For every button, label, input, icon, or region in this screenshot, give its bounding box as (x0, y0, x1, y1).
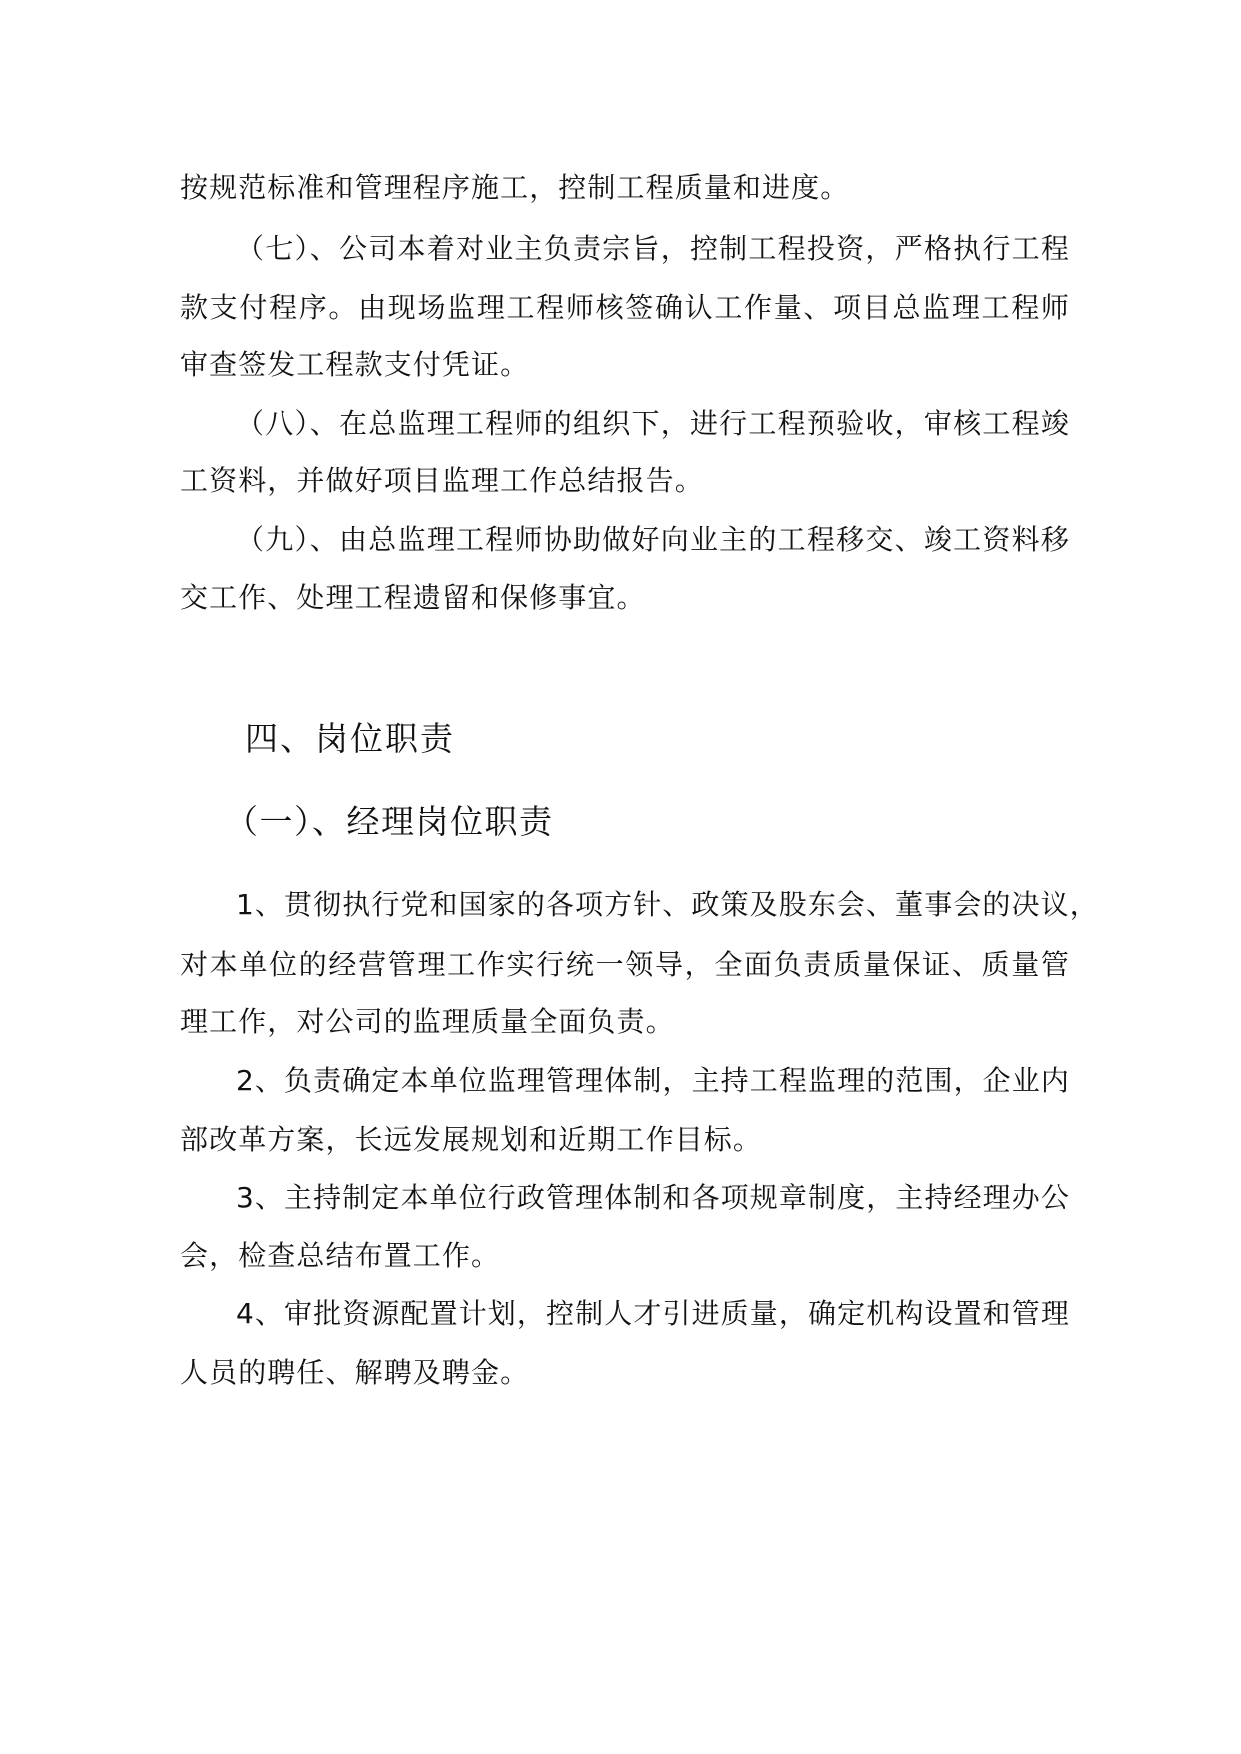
duty-line: 部改革方案，长远发展规划和近期工作目标。 (180, 1123, 763, 1156)
duty-line: 理工作，对公司的监理质量全面负责。 (180, 1005, 675, 1038)
paragraph-line: 审查签发工程款支付凭证。 (180, 348, 530, 381)
duty-line: 对本单位的经营管理工作实行统一领导，全面负责质量保证、质量管 (180, 948, 1070, 981)
paragraph-line: （七）、公司本着对业主负责宗旨，控制工程投资，严格执行工程 (236, 232, 1070, 265)
subsection-heading: （一）、经理岗位职责 (225, 802, 554, 841)
duty-line: 1、贯彻执行党和国家的各项方针、政策及股东会、董事会的决议， (236, 888, 1099, 921)
paragraph-line: 交工作、处理工程遗留和保修事宜。 (180, 581, 646, 614)
duty-line: 4、审批资源配置计划，控制人才引进质量，确定机构设置和管理 (236, 1297, 1070, 1330)
duty-line: 会，检查总结布置工作。 (180, 1239, 501, 1272)
duty-line: 2、负责确定本单位监理管理体制，主持工程监理的范围，企业内 (236, 1064, 1070, 1097)
paragraph-line: （八）、在总监理工程师的组织下，进行工程预验收，审核工程竣 (236, 407, 1070, 440)
paragraph-line: （九）、由总监理工程师协助做好向业主的工程移交、竣工资料移 (236, 523, 1070, 556)
paragraph-line: 工资料，并做好项目监理工作总结报告。 (180, 464, 704, 497)
paragraph-line: 款支付程序。由现场监理工程师核签确认工作量、项目总监理工程师 (180, 291, 1070, 324)
duty-line: 3、主持制定本单位行政管理体制和各项规章制度，主持经理办公 (236, 1181, 1070, 1214)
section-heading: 四、岗位职责 (245, 719, 455, 758)
paragraph-line: 按规范标准和管理程序施工，控制工程质量和进度。 (180, 171, 850, 204)
duty-line: 人员的聘任、解聘及聘金。 (180, 1356, 530, 1389)
